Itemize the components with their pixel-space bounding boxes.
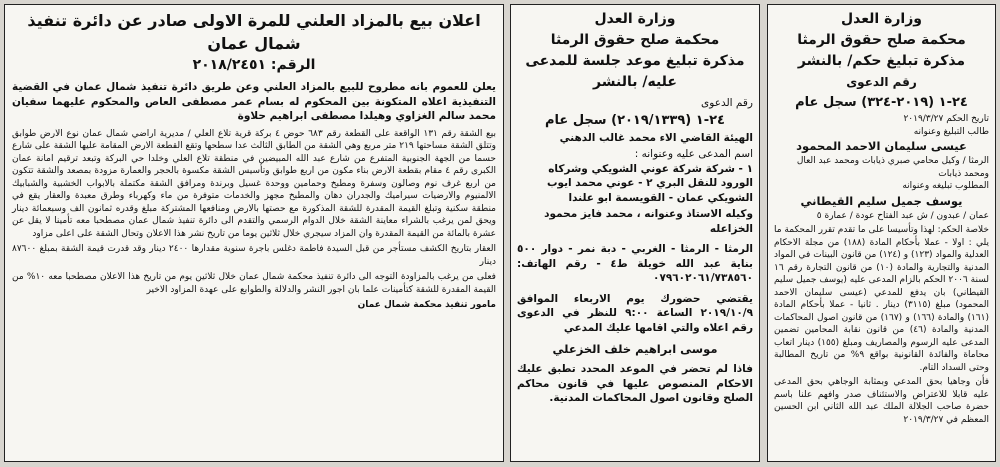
auction-announcement: [4, 4, 504, 462]
case-number: ٢٤-١ (٢٠١٩-٣٢٤) سجل عام: [795, 95, 968, 110]
defendant-label: اسم المدعى عليه وعنوانه :: [634, 148, 753, 160]
target-details: عمان / عبدون / ش عبد الفتاح عودة / عمارة ٥: [816, 210, 989, 221]
ad-intro: يعلن للعموم بانه مطروح للبيع بالمزاد العلني وعن طريق دائرة تنفيذ شمال عمان في القضية التنفيذية اعلاه المتكونة بين المحكوم له بسام عمر مصطفى العاص والمحكوم عليهما سفيان محمد سالم الغزاوي وهيلدا مصطفى ابراهيم حلاوة: [12, 81, 496, 122]
requester-details: الرمثا / وكيل محامي صبري ذيابات ومحمد عبد العال ومحمد ذيابات: [796, 156, 989, 179]
defendant-address: الرمثا - الرمثا - الغربي - دبة نمر - دوار ٥٠٠ بناية عبد الله خويلة ط٤ - رقم الهاتف: ٠٧٩٦٠٢٠٦١/٧٣٨٥٦٠: [517, 243, 753, 284]
defendant-details: ١ - شركة شركة عوني الشويكي وشركاه الورود للنقل البري ٢ - عوني محمد ايوب الشويكي عمان - القويسمة ابو علندا: [546, 162, 753, 204]
agent-details: وكيله الاستاذ وعنوانه ، محمد فايز محمود الخزاعله: [544, 208, 753, 235]
notice-warning: فاذا لم تحضر في الموعد المحدد تطبق عليك الاحكام المنصوص عليها في قانون محاكم الصلح وقانون اصول المحاكمات المدنية.: [517, 363, 753, 404]
requester-name: عيسى سليمان الاحمد المحمود: [796, 139, 967, 153]
ministry-name: وزارة العدل: [594, 11, 676, 27]
case-number: ٢٤-١ (٢٠١٩/١٣٣٩) سجل عام: [545, 112, 725, 128]
judgment-summary: خلاصة الحكم: لهذا وتأسيسا على ما تقدم تقرر المحكمة ما يلي : اولا - عملا بأحكام المادة (١٨٨) من مجلة الاحكام العدلية والمواد (١٢٣) و (١٢٤) من قانون البينات في المواد المدنية والتجارية والمادة (١٠) من قانون التجارة رقم ١٦ لسنة ٢٠٠٦ الحكم بالزام المدعى عليه (يوسف جميل سليم القيطاني) بان يدفع للمدعي (عيسى سليمان الاحمد المحمود) مبلغ (٣١١٥) دينار . ثانيا - عملا بأحكام المادة (١٦١) والمادة (١٦٦) و (١٦٧) من قانون اصول المحاكمات المدنية والمادة (٤٦) من قانون نقابة المحامين تضمين المدعى عليه الرسوم والمصاريف ومبلغ (١٥٥) دينار اتعاب محاماة والفائدة القانونية بواقع ٩% من تاريخ المطالبة وحتى السداد التام.: [774, 225, 990, 373]
target-name: يوسف جميل سليم القيطاني: [800, 193, 963, 208]
claimant-name: موسى ابراهيم خلف الخزعلي: [552, 342, 718, 356]
ministry-name: وزارة العدل: [841, 11, 922, 27]
notice-type: مذكرة تبليغ موعد جلسة للمدعى عليه/ بالنشر: [525, 53, 745, 90]
court-name: محكمة صلح حقوق الرمثا: [797, 32, 966, 48]
case-label: رقم الدعوى: [701, 97, 753, 109]
property-value: العقار بتاريخ الكشف مستأجر من قبل السيدة فاطمة دغلس باجرة سنوية مقدارها ٢٤٠٠ دينار وقد قدرت قيمة الشقة بمبلغ ٨٧٦٠٠ دينار: [12, 244, 496, 267]
case-label: رقم الدعوى: [846, 75, 917, 89]
judgment-date: تاريخ الحكم ٢٠١٩/٣/٢٧: [903, 114, 989, 124]
requester-label: طالب التبليغ وعنوانه: [913, 126, 989, 137]
hearing-date: يقتضي حضورك يوم الاربعاء الموافق ٢٠١٩/١٠/٩ الساعة ٩:٠٠ للنظر في الدعوى رقم اعلاه والتي اقامها عليك المدعي: [517, 292, 753, 334]
notice-type: مذكرة تبليغ حكم/ بالنشر: [797, 53, 966, 69]
bidding-instructions: فعلى من يرغب بالمزاودة التوجه الى دائرة تنفيذ محكمة شمال عمان خلال ثلاثين يوم من تاريخ هذا الاعلان مصطحبا معه ١٠% من القيمة المقدرة للشقة كتأمينات علما بان اجور النشر والدلالة والطوابع على عهدة المزاود الاخير: [12, 272, 496, 295]
court-panel: الهيئة القاضي الاء محمد غالب الدهني: [559, 131, 753, 144]
ad-number: الرقم: ٢٠١٨/٢٤٥١: [192, 57, 316, 73]
court-name: محكمة صلح حقوق الرمثا: [550, 32, 720, 48]
property-description: بيع الشقة رقم ١٣١ الواقعة على القطعة رقم ٦٨٣ حوض ٤ بركة قرية تلاع العلي / مديرية اراضي شمال عمان نوع الارض طوابق وتتلق الشقة مساحتها ٢١٩ متر مربع وهي الشقة من الطابق الثالث عدا سطحها وتقع القطعة الارض المقامة عليها الشقة على شارع حسما من الجهة الجنوبية المتفرع من شارع عبد الله المبيضين في منطقة تلاع العلي وخلدا حي البركة وتبعد ترقيم امانة عمان الكبرى رقم ٤ مقام بقطعة الارض بناء مكون من اربع طوابق وتأسيس الشقة مكسوة بالحجر والعمارة مزودة بمصعد والشقة تتكون من اربع غرف نوم وصالون وسفرة ومطبخ وحمامين ووحدة غسيل وبرندة ومرافق الشقة مكتملة بالابواب الخشبية والشبابيك الالمنيوم والارضيات سيراميك والجدران دهان والمطبخ مجهز والخدمات متوفرة من ماء وكهرباء وطرق معبدة والعقار يقع في منطقة سكنية وتبلغ القيمة المقدرة للشقة المذكورة مع حصتها بالارض ومنافعها المشتركة مبلغ وقدره ثمانون الف وسبعمائة دينار ويحق لمن يرغب بالشراء معاينة الشقة خلال الدوام الرسمي والتقدم الى دائرة تنفيذ شمال عمان مصطحبا معه تأمينا لا يقل عن عشرة بالمائة من القيمة المقدرة وان المزاد سيجري خلال ثلاثين يوما من تاريخ نشر هذا الاعلان وتحال الشقة على اعلى مزاود: [12, 128, 496, 239]
target-label: المطلوب تبليغه وعنوانه: [902, 181, 989, 191]
judgment-closing: فأن وجاهيا بحق المدعي وبمثابة الوجاهي بحق المدعى عليه قابلا للاعتراض والاستئناف صدر وافهم علنا باسم حضرة صاحب الجلالة الملك عبد الله الثاني ابن الحسين المعظم في ٢٠١٩/٣/٢٧: [774, 377, 989, 425]
ad-title: اعلان بيع بالمزاد العلني للمرة الاولى صادر عن دائرة تنفيذ شمال عمان: [27, 11, 481, 53]
judgment-notice: [767, 4, 996, 462]
hearing-notice: [510, 4, 760, 462]
ad-signature: مامور تنفيذ محكمة شمال عمان: [357, 300, 496, 310]
